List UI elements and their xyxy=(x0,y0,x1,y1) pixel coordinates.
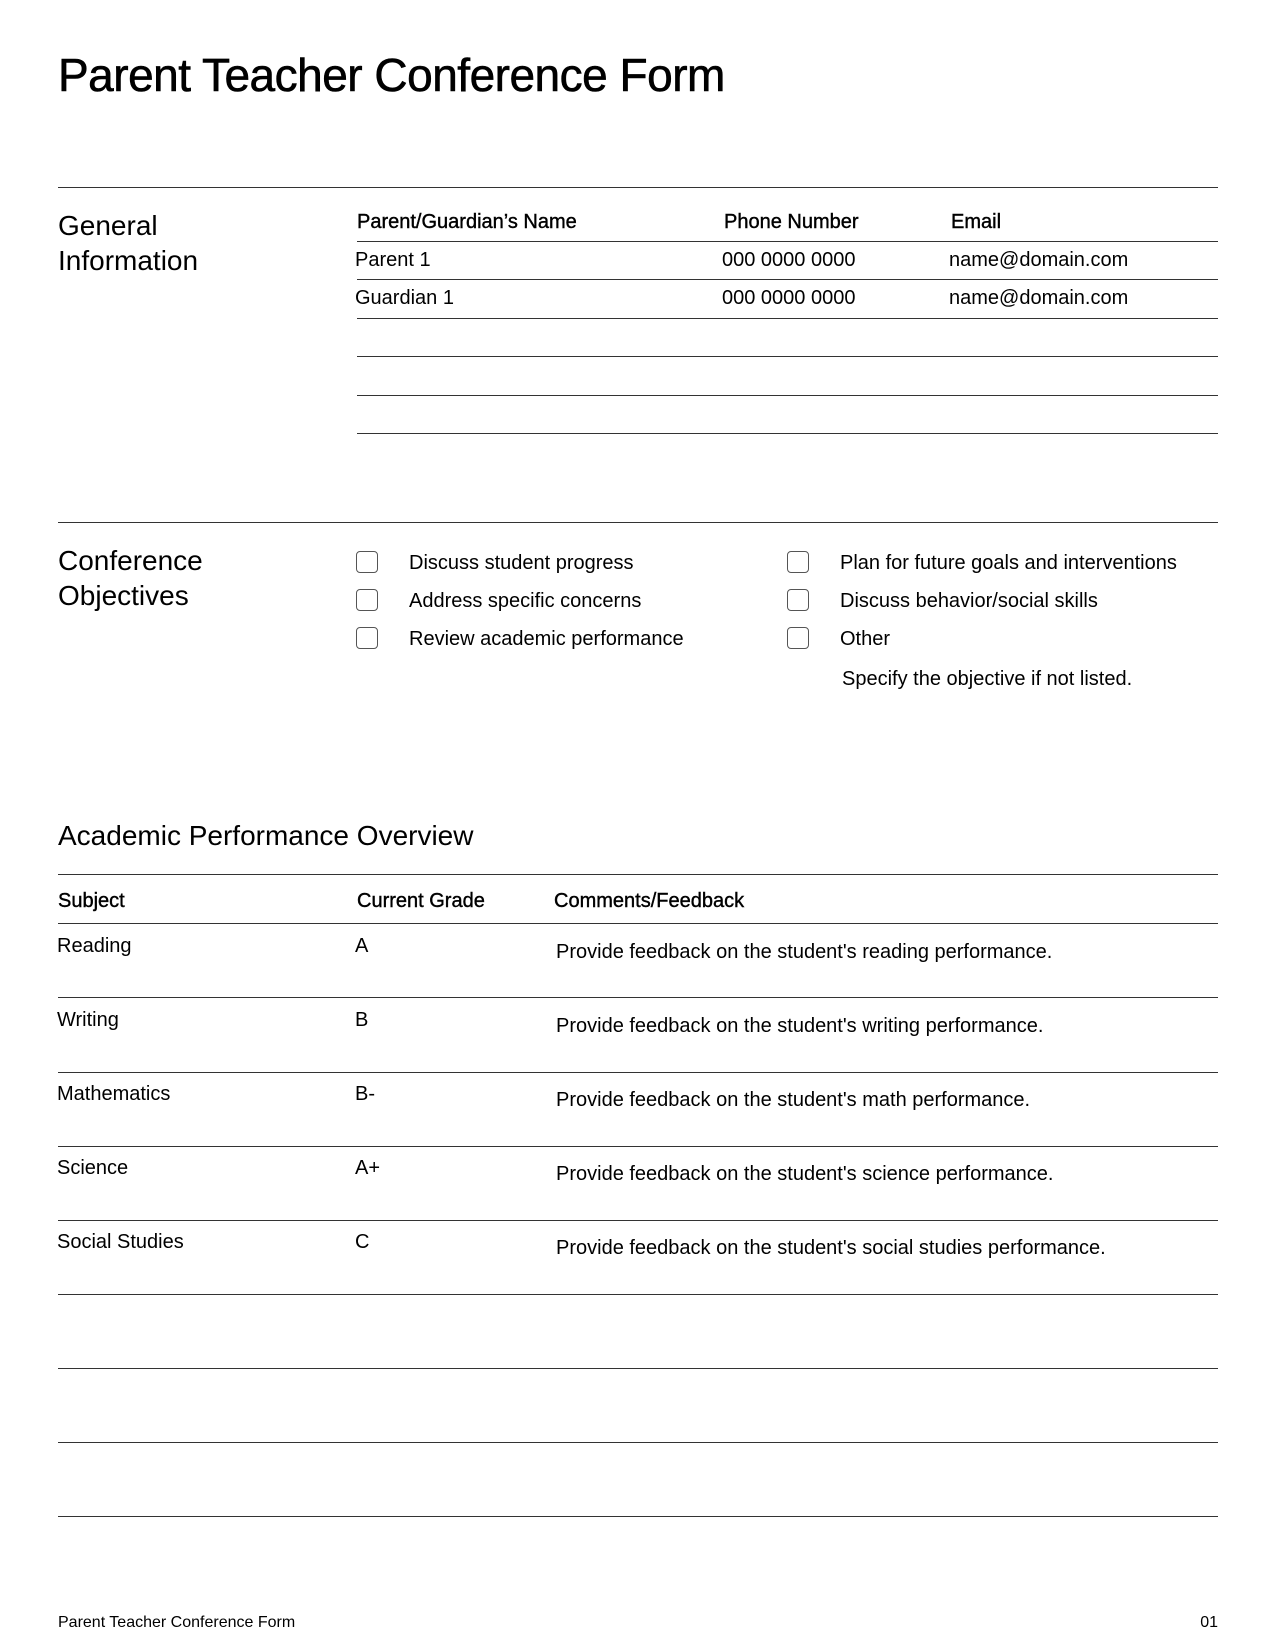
table-rule xyxy=(357,241,1218,242)
footer-title: Parent Teacher Conference Form xyxy=(58,1614,296,1631)
column-header-subject: Subject xyxy=(58,890,125,912)
conference-objectives-heading xyxy=(58,543,203,613)
comment-cell[interactable]: Provide feedback on the student's reading performance. xyxy=(556,941,1053,963)
heading-line: Objectives xyxy=(58,580,189,611)
page-number: 01 xyxy=(1200,1614,1218,1631)
objective-checkbox[interactable] xyxy=(787,589,809,611)
objective-checkbox-other[interactable] xyxy=(787,627,809,649)
objective-label: Address specific concerns xyxy=(409,590,642,612)
subject-cell[interactable]: Reading xyxy=(57,935,132,957)
objective-label: Plan for future goals and interventions xyxy=(840,552,1177,574)
subject-cell[interactable]: Mathematics xyxy=(57,1083,171,1105)
table-rule xyxy=(357,279,1218,280)
table-rule xyxy=(58,997,1218,998)
comment-cell[interactable]: Provide feedback on the student's social studies performance. xyxy=(556,1237,1106,1259)
empty-subject-row[interactable] xyxy=(58,1295,1218,1368)
heading-line: Information xyxy=(58,245,199,276)
objective-checkbox[interactable] xyxy=(356,551,378,573)
guardian-name-cell[interactable]: Parent 1 xyxy=(355,249,431,271)
heading-line: Conference xyxy=(58,545,203,576)
objective-checkbox[interactable] xyxy=(787,551,809,573)
comment-cell[interactable]: Provide feedback on the student's writing performance. xyxy=(556,1015,1044,1037)
grade-cell[interactable]: C xyxy=(355,1231,370,1253)
table-rule xyxy=(58,1220,1218,1221)
table-rule xyxy=(357,433,1218,434)
table-rule xyxy=(58,923,1218,924)
comment-cell[interactable]: Provide feedback on the student's science performance. xyxy=(556,1163,1054,1185)
guardian-email-cell[interactable]: name@domain.com xyxy=(949,249,1129,271)
grade-cell[interactable]: A xyxy=(355,935,369,957)
general-information-heading xyxy=(58,208,198,278)
table-rule xyxy=(58,1146,1218,1147)
comment-cell[interactable]: Provide feedback on the student's math performance. xyxy=(556,1089,1031,1111)
empty-guardian-row[interactable] xyxy=(357,357,1218,395)
heading-line: General xyxy=(58,210,158,241)
grade-cell[interactable]: A+ xyxy=(355,1157,381,1179)
objective-label: Review academic performance xyxy=(409,628,684,650)
objective-checkbox[interactable] xyxy=(356,627,378,649)
grade-cell[interactable]: B xyxy=(355,1009,369,1031)
subject-cell[interactable]: Science xyxy=(57,1157,129,1179)
subject-cell[interactable]: Social Studies xyxy=(57,1231,184,1253)
empty-subject-row[interactable] xyxy=(58,1443,1218,1516)
guardian-name-cell[interactable]: Guardian 1 xyxy=(355,287,454,309)
section-divider xyxy=(58,522,1218,523)
objective-checkbox[interactable] xyxy=(356,589,378,611)
guardian-phone-cell[interactable]: 000 0000 0000 xyxy=(722,287,856,309)
column-header-phone: Phone Number xyxy=(724,211,859,233)
guardian-phone-cell[interactable]: 000 0000 0000 xyxy=(722,249,856,271)
grade-cell[interactable]: B- xyxy=(355,1083,375,1105)
page-title: Parent Teacher Conference Form xyxy=(58,49,725,101)
objective-label: Discuss student progress xyxy=(409,552,634,574)
column-header-grade: Current Grade xyxy=(357,890,485,912)
empty-subject-row[interactable] xyxy=(58,1369,1218,1442)
empty-guardian-row[interactable] xyxy=(357,319,1218,356)
subject-cell[interactable]: Writing xyxy=(57,1009,119,1031)
table-rule xyxy=(58,1072,1218,1073)
empty-guardian-row[interactable] xyxy=(357,396,1218,433)
objective-label: Other xyxy=(840,628,891,650)
section-divider xyxy=(58,187,1218,188)
objective-label: Discuss behavior/social skills xyxy=(840,590,1098,612)
column-header-email: Email xyxy=(951,211,1002,233)
academic-performance-heading: Academic Performance Overview xyxy=(58,820,474,851)
column-header-comments: Comments/Feedback xyxy=(554,890,745,912)
table-rule xyxy=(58,1516,1218,1517)
section-divider xyxy=(58,874,1218,875)
guardian-email-cell[interactable]: name@domain.com xyxy=(949,287,1129,309)
column-header-name: Parent/Guardian’s Name xyxy=(357,211,577,233)
other-objective-field[interactable]: Specify the objective if not listed. xyxy=(842,668,1133,690)
